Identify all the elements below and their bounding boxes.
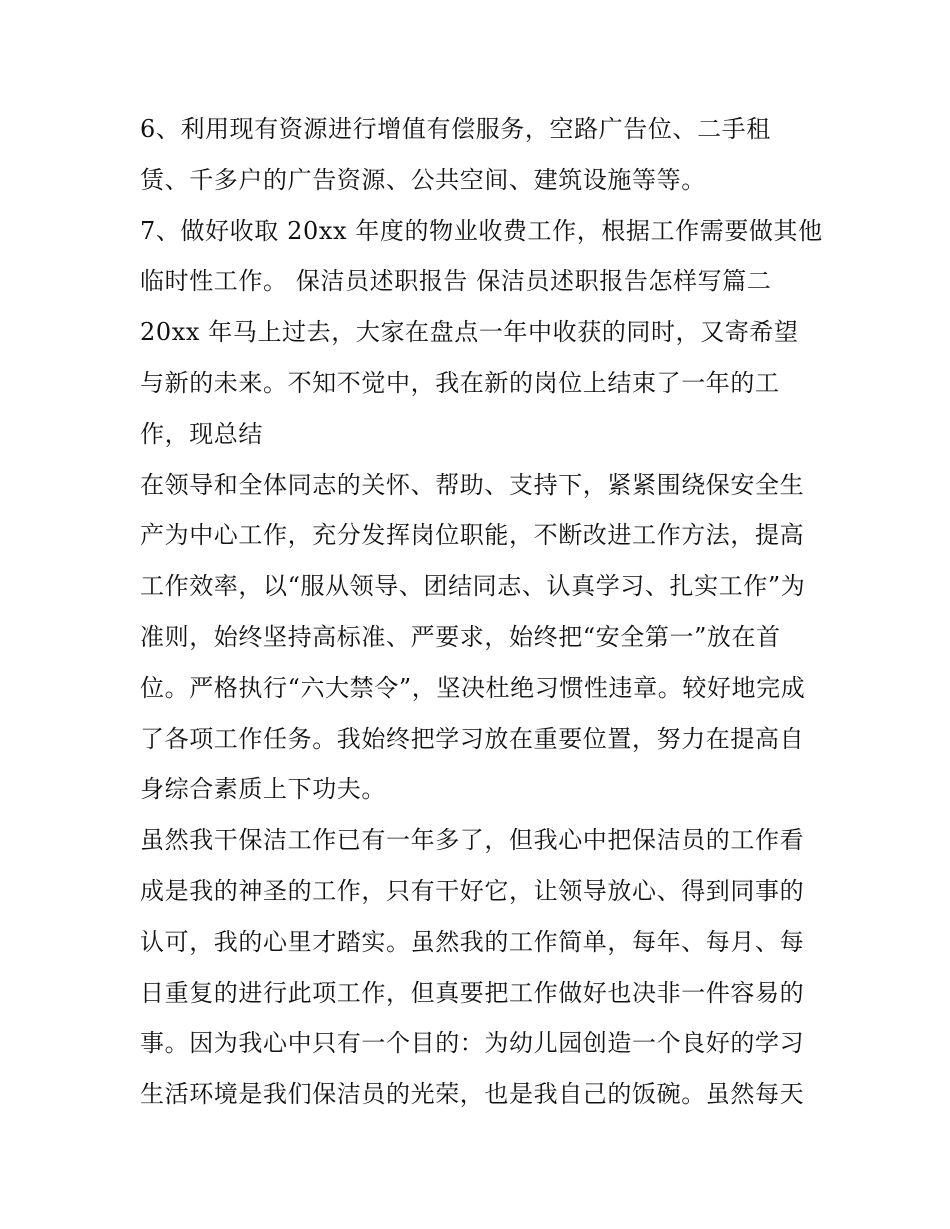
text-line-20: 生活环境是我们保洁员的光荣，也是我自己的饭碗。虽然每天 (140, 1080, 805, 1109)
text-line-6: 与新的未来。不知不觉中，我在新的岗位上结束了一年的工 (140, 368, 780, 397)
text-line-8: 在领导和全体同志的关怀、帮助、支持下，紧紧围绕保安全生 (140, 470, 805, 499)
text-line-2: 赁、千多户的广告资源、公共空间、建筑设施等等。 (140, 165, 706, 194)
text-line-5: 20xx 年马上过去，大家在盘点一年中收获的同时，又寄希望 (140, 318, 799, 347)
document-body (140, 104, 823, 1120)
text-line-14: 身综合素质上下功夫。 (140, 775, 386, 804)
text-line-16: 成是我的神圣的工作，只有干好它，让领导放心、得到同事的 (140, 876, 805, 905)
text-line-15: 虽然我干保洁工作已有一年多了，但我心中把保洁员的工作看 (140, 826, 805, 855)
text-line-3: 7、做好收取 20xx 年度的物业收费工作，根据工作需要做其他 (140, 216, 823, 245)
text-line-4: 临时性工作。 保洁员述职报告 保洁员述职报告怎样写篇二 (140, 267, 772, 296)
text-line-10: 工作效率，以“服从领导、团结同志、认真学习、扎实工作”为 (140, 572, 806, 601)
text-line-19: 事。因为我心中只有一个目的：为幼儿园创造一个良好的学习 (140, 1029, 805, 1058)
text-line-7: 作，现总结 (140, 419, 263, 448)
text-line-11: 准则，始终坚持高标准、严要求，始终把“安全第一”放在首 (140, 622, 781, 651)
text-line-1: 6、利用现有资源进行增值有偿服务，空路广告位、二手租 (140, 115, 771, 143)
text-line-18: 日重复的进行此项工作，但真要把工作做好也决非一件容易的 (140, 978, 805, 1007)
text-line-12: 位。严格执行“六大禁令”，坚决杜绝习惯性违章。较好地完成 (140, 673, 806, 702)
text-line-13: 了各项工作任务。我始终把学习放在重要位置，努力在提高自 (140, 724, 805, 753)
text-line-9: 产为中心工作，充分发挥岗位职能，不断改进工作方法，提高 (140, 521, 805, 550)
text-line-17: 认可，我的心里才踏实。虽然我的工作简单，每年、每月、每 (140, 927, 805, 956)
